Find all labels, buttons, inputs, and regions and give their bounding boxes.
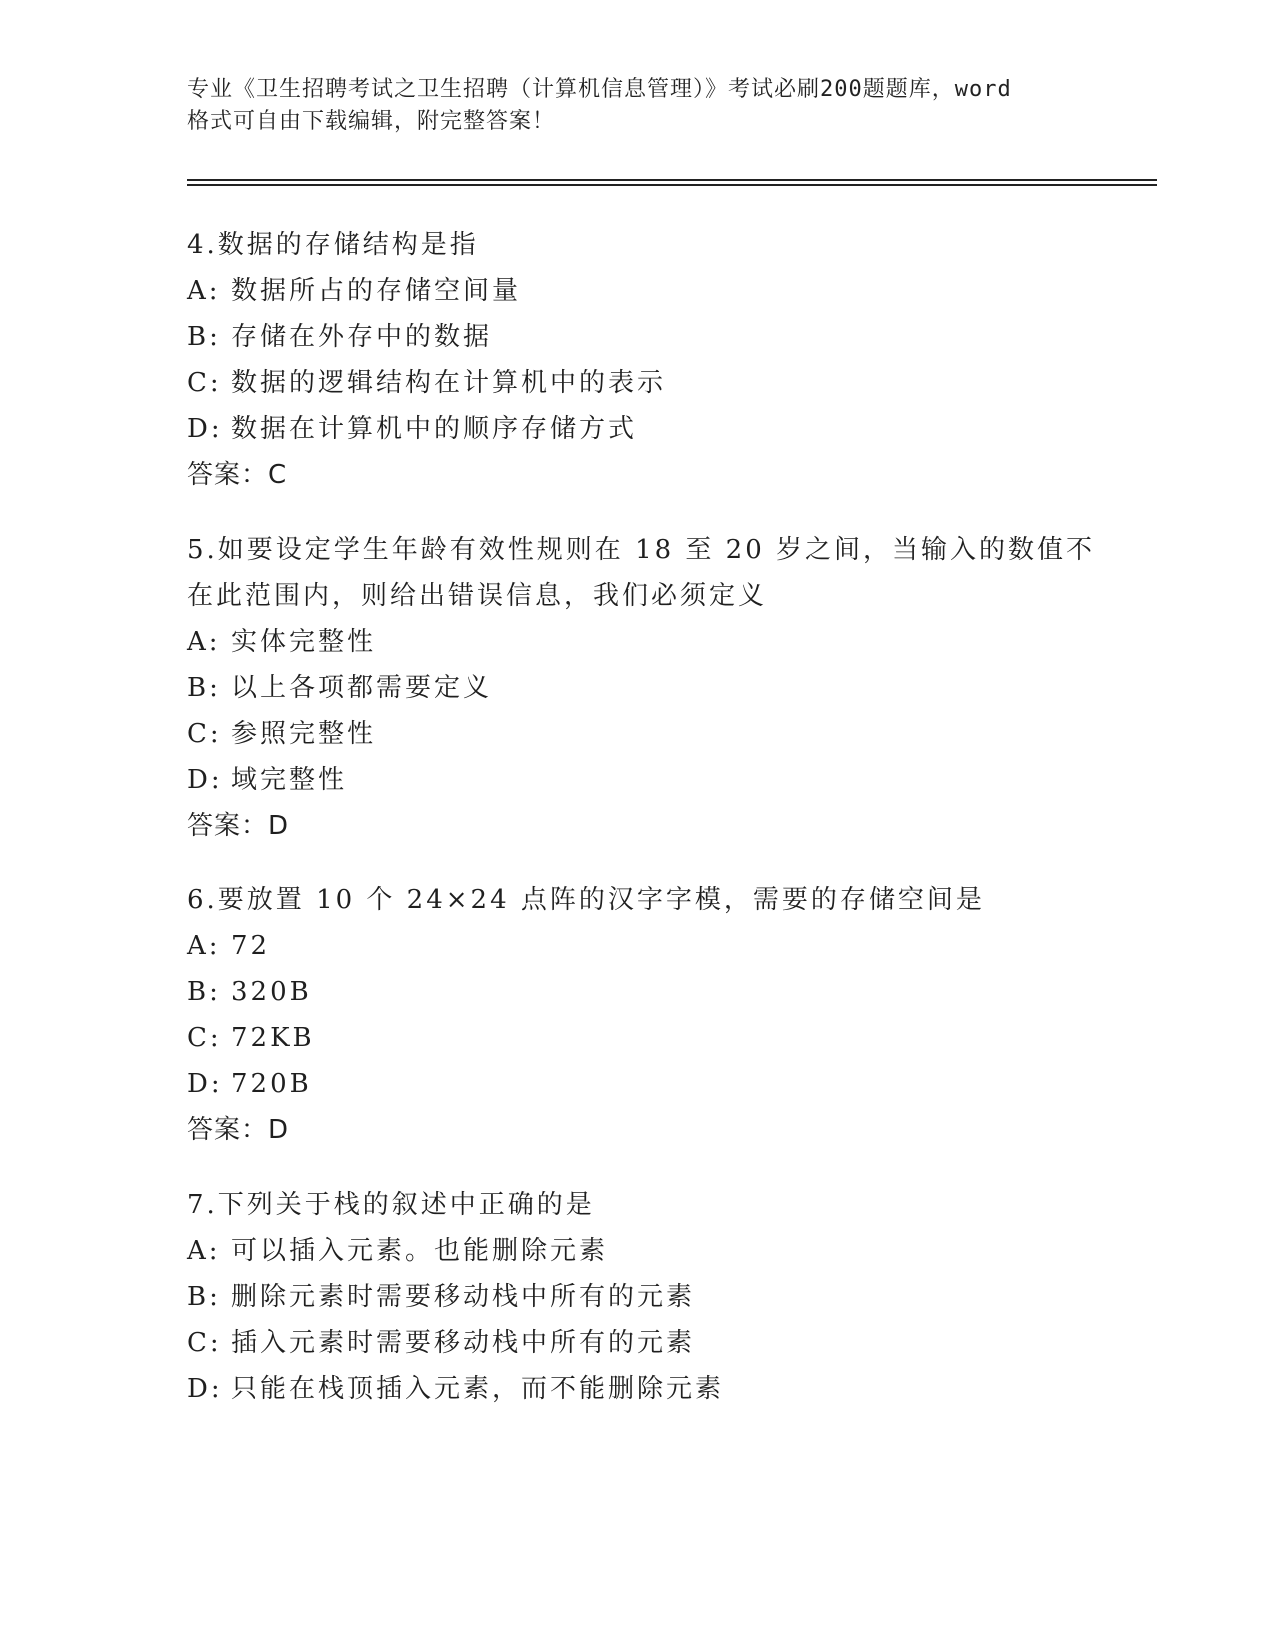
- question-stem: 6.要放置 10 个 24×24 点阵的汉字字模，需要的存储空间是: [187, 885, 985, 915]
- option-a: [187, 619, 1087, 665]
- option-b: [187, 314, 1087, 360]
- option-text: 72KB: [231, 1023, 315, 1053]
- question-stem: 4.数据的存储结构是指: [187, 230, 479, 260]
- question-stem: 7.下列关于栈的叙述中正确的是: [187, 1190, 595, 1220]
- option-label: B:: [187, 1282, 221, 1312]
- option-text: 实体完整性: [231, 627, 377, 657]
- option-text: 数据在计算机中的顺序存储方式: [231, 414, 638, 444]
- option-label: A:: [187, 276, 221, 306]
- option-d: [187, 1366, 1087, 1412]
- option-label: D:: [187, 1374, 223, 1404]
- option-label: C:: [187, 1328, 222, 1358]
- option-d: [187, 757, 1087, 803]
- option-c: [187, 711, 1087, 757]
- option-label: B:: [187, 322, 221, 352]
- option-label: D:: [187, 414, 223, 444]
- option-b: [187, 969, 1087, 1015]
- option-text: 720B: [231, 1069, 312, 1099]
- option-b: [187, 1274, 1087, 1320]
- option-label: C:: [187, 368, 222, 398]
- option-c: [187, 1320, 1087, 1366]
- option-text: 存储在外存中的数据: [231, 322, 493, 352]
- option-text: 插入元素时需要移动栈中所有的元素: [231, 1328, 696, 1358]
- option-text: 删除元素时需要移动栈中所有的元素: [231, 1282, 696, 1312]
- option-text: 72: [231, 931, 271, 961]
- document-header: [187, 74, 1087, 138]
- option-text: 以上各项都需要定义: [231, 673, 493, 703]
- header-line-2: 格式可自由下载编辑，附完整答案！: [187, 109, 556, 134]
- option-d: [187, 406, 1087, 452]
- header-divider-bottom: [187, 184, 1157, 186]
- header-divider-top: [187, 179, 1157, 181]
- option-text: 数据所占的存储空间量: [231, 276, 522, 306]
- option-label: A:: [187, 1236, 221, 1266]
- answer-line: 答案：C: [187, 460, 288, 490]
- question-block: [187, 222, 1087, 498]
- option-label: A:: [187, 627, 221, 657]
- question-stem: 5.如要设定学生年龄有效性规则在 18 至 20 岁之间，当输入的数值不: [187, 535, 1096, 565]
- option-text: 可以插入元素。也能删除元素: [231, 1236, 609, 1266]
- option-label: A:: [187, 931, 221, 961]
- question-block: [187, 877, 1087, 1153]
- option-text: 数据的逻辑结构在计算机中的表示: [231, 368, 667, 398]
- option-label: B:: [187, 977, 221, 1007]
- question-block: [187, 527, 1096, 849]
- option-text: 参照完整性: [231, 719, 377, 749]
- option-c: [187, 1015, 1087, 1061]
- question-stem-continued: 在此范围内，则给出错误信息，我们必须定义: [187, 581, 768, 611]
- option-text: 320B: [231, 977, 312, 1007]
- option-label: D:: [187, 765, 223, 795]
- option-label: B:: [187, 673, 221, 703]
- question-block: [187, 1182, 1087, 1412]
- option-d: [187, 1061, 1087, 1107]
- option-label: D:: [187, 1069, 223, 1099]
- option-label: C:: [187, 719, 222, 749]
- option-label: C:: [187, 1023, 222, 1053]
- option-a: [187, 1228, 1087, 1274]
- option-text: 只能在栈顶插入元素，而不能删除元素: [231, 1374, 725, 1404]
- option-a: [187, 923, 1087, 969]
- answer-line: 答案：D: [187, 1115, 290, 1145]
- option-c: [187, 360, 1087, 406]
- header-line-1: 专业《卫生招聘考试之卫生招聘（计算机信息管理）》考试必刷200题题库，word: [187, 77, 1012, 102]
- option-b: [187, 665, 1087, 711]
- option-text: 域完整性: [231, 765, 348, 795]
- option-a: [187, 268, 1087, 314]
- answer-line: 答案：D: [187, 811, 290, 841]
